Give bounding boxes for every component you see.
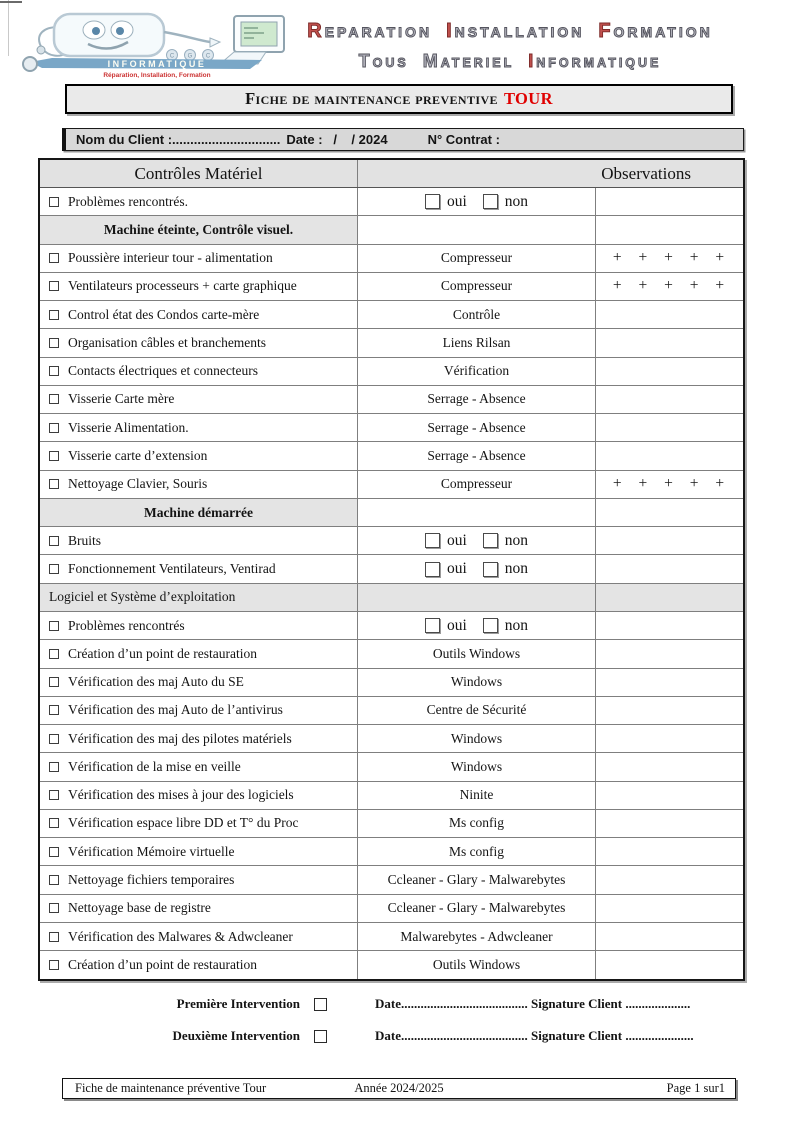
intervention-label: Deuxième Intervention [172,1028,300,1043]
row-method-cell [358,245,596,272]
brand-word [528,51,662,71]
table-row [40,527,743,555]
row-method-cell [358,810,596,837]
row-method-cell [358,838,596,865]
row-method-cell [358,669,596,696]
row-label-cell [40,669,358,696]
row-checkbox[interactable] [49,366,59,376]
table-row [40,555,743,583]
row-checkbox[interactable] [49,451,59,461]
form-title-box [65,84,733,114]
row-observation-cell [596,358,743,385]
brand-word-initial: R [307,20,325,42]
row-method-cell [358,753,596,780]
row-label: Vérification des maj des pilotes matériels [68,730,292,746]
row-label: Ventilateurs processeurs + carte graphique [68,278,297,294]
maintenance-table [38,158,745,981]
row-label: Vérification Mémoire virtuelle [68,843,235,859]
section-label: Machine démarrée [143,504,254,520]
mascot-arm [164,32,210,42]
row-label-cell [40,725,358,752]
oui-checkbox[interactable] [425,562,440,577]
form-title-highlight: TOUR [503,89,553,108]
table-row [40,329,743,357]
row-observation-cell [596,669,743,696]
row-method-cell [358,358,596,385]
oui-label: oui [446,531,467,549]
row-method-value: Serrage - Absence [427,419,526,435]
row-label-cell [40,386,358,413]
intervention-checkbox[interactable] [314,1030,327,1043]
row-label-cell [40,216,358,243]
brand-word-initial: T [358,51,373,71]
form-title: Fiche de maintenance preventive [245,89,498,108]
row-checkbox[interactable] [49,847,59,857]
row-label-cell [40,640,358,667]
row-label-cell [40,414,358,441]
mascot-pupil-right [116,27,124,35]
non-checkbox[interactable] [483,562,498,577]
row-checkbox[interactable] [49,875,59,885]
table-row [40,358,743,386]
row-checkbox[interactable] [49,677,59,687]
table-row [40,866,743,894]
row-method-value: Compresseur [440,278,513,294]
client-info-bar [62,128,744,151]
row-method-value: Ccleaner - Glary - Malwarebytes [387,872,566,887]
company-logo [12,6,294,80]
row-label-cell [40,810,358,837]
row-label-cell [40,301,358,328]
mascot-hand [210,38,220,47]
non-checkbox[interactable] [483,194,498,209]
page-footer [62,1078,736,1099]
table-row [40,612,743,640]
row-checkbox[interactable] [49,649,59,659]
oui-label: oui [446,560,467,578]
footer-document-title: Fiche de maintenance préventive Tour [75,1081,267,1095]
row-observation-cell [596,584,743,611]
brand-word-initial: I [528,51,537,71]
row-observation-cell [596,951,743,979]
row-label: Visserie Alimentation. [68,419,189,435]
row-observation-cell [596,216,743,243]
row-label-cell [40,245,358,272]
row-label-cell [40,555,358,582]
row-method-value: Windows [450,674,503,690]
row-method-value: Compresseur [440,250,513,266]
row-method-cell [358,386,596,413]
row-observation-cell [596,188,743,215]
row-label: Vérification des maj Auto de l’antivirus [68,702,283,718]
client-name-field[interactable]: Nom du Client :.............................. [76,132,281,147]
row-label: Visserie carte d’extension [68,448,208,464]
row-method-value: Ninite [459,787,494,803]
row-label-cell [40,923,358,950]
row-method-value: Windows [450,730,503,746]
row-checkbox[interactable] [49,818,59,828]
brand-word-rest: NSTALLATION [454,24,585,40]
row-observation-cell [596,895,743,922]
row-observation-cell [596,753,743,780]
row-observation-cell [596,301,743,328]
row-method-cell [358,216,596,243]
row-observation-cell [596,245,743,272]
row-method-cell [358,527,596,554]
table-row [40,386,743,414]
oui-label: oui [446,616,467,634]
table-row [40,301,743,329]
table-row [40,414,743,442]
table-row [40,273,743,301]
row-label: Visserie Carte mère [68,391,175,407]
intervention-line [38,988,745,1020]
row-method-cell [358,499,596,526]
row-observation-cell [596,499,743,526]
table-header-row [40,160,743,188]
row-observation-cell [596,640,743,667]
row-observation-cell [596,697,743,724]
oui-non-group [425,193,528,211]
row-label: Problèmes rencontrés. [68,193,188,209]
row-observation-cell [596,923,743,950]
row-method-cell [358,442,596,469]
table-row [40,753,743,781]
row-observation-cell [596,273,743,300]
brand-word-rest: OUS [372,56,409,70]
footer-page-number: Page 1 sur1 [666,1081,725,1095]
row-checkbox[interactable] [49,197,59,207]
row-checkbox[interactable] [49,903,59,913]
row-checkbox[interactable] [49,338,59,348]
row-label-cell [40,442,358,469]
row-observation-cell [596,838,743,865]
scan-artifact-horizontal [0,1,22,3]
section-label: Logiciel et Système d’exploitation [49,589,236,605]
row-label: Bruits [68,532,102,548]
plus-marks: + + + + + [612,475,727,493]
row-label: Organisation câbles et branchements [68,334,267,350]
table-row [40,584,743,612]
row-label: Vérification des mises à jour des logiciels [68,787,294,803]
logo-dot-letter: C [169,53,175,60]
row-method-value: Malwarebytes - Adwcleaner [400,928,553,944]
row-label-cell [40,471,358,498]
brand-line-2 [300,51,720,72]
row-label-cell [40,499,358,526]
logo-informatique-label: INFORMATIQUE [107,59,207,69]
intervention-date-signature: Date....................................... Signature Client .................... [375,996,691,1011]
row-label: Nettoyage Clavier, Souris [68,476,208,492]
row-label-cell [40,527,358,554]
brand-word-rest: ATERIEL [440,56,515,70]
plus-marks: + + + + + [612,277,727,295]
row-checkbox[interactable] [49,536,59,546]
section-label: Machine éteinte, Contrôle visuel. [103,221,294,237]
row-observation-cell [596,442,743,469]
non-checkbox[interactable] [483,533,498,548]
row-label-cell [40,188,358,215]
table-row [40,838,743,866]
row-observation-cell [596,725,743,752]
row-observation-cell [596,329,743,356]
plus-marks: + + + + + [612,249,727,267]
table-row [40,188,743,216]
logo-dot-letter: G [187,53,193,60]
oui-checkbox[interactable] [425,618,440,633]
row-method-value: Compresseur [440,476,513,492]
brand-word-rest: ORMATION [613,24,713,40]
row-observation-cell [596,386,743,413]
row-method-value: Outils Windows [432,957,521,973]
row-label-cell [40,838,358,865]
oui-checkbox[interactable] [425,194,440,209]
table-row [40,669,743,697]
logo-tagline: Réparation, Installation, Formation [103,72,211,79]
row-label-cell [40,584,358,611]
row-method-cell [358,301,596,328]
brand-word [358,51,409,71]
table-row [40,471,743,499]
oui-non-group [425,617,528,635]
row-checkbox[interactable] [49,734,59,744]
row-method-cell [358,612,596,639]
row-method-value: Serrage - Absence [427,391,526,407]
table-row [40,442,743,470]
row-method-cell [358,782,596,809]
row-observation-cell [596,866,743,893]
table-row [40,951,743,979]
row-label-cell [40,697,358,724]
oui-label: oui [446,192,467,210]
row-observation-cell [596,471,743,498]
table-row [40,245,743,273]
row-label-cell [40,358,358,385]
row-method-cell [358,725,596,752]
row-checkbox[interactable] [49,621,59,631]
row-label-cell [40,866,358,893]
table-row [40,895,743,923]
row-method-cell [358,895,596,922]
oui-non-group [425,560,528,578]
row-observation-cell [596,555,743,582]
row-observation-cell [596,414,743,441]
table-row [40,499,743,527]
row-checkbox[interactable] [49,705,59,715]
row-label: Poussière interieur tour - alimentation [68,250,273,266]
row-observation-cell [596,527,743,554]
date-field[interactable]: Date : / / 2024 [286,132,388,147]
table-row [40,782,743,810]
row-label-cell [40,753,358,780]
row-label-cell [40,895,358,922]
table-row [40,725,743,753]
brand-word-initial: F [598,20,614,42]
non-label: non [504,616,529,634]
row-method-cell [358,640,596,667]
row-observation-cell [596,782,743,809]
table-row [40,697,743,725]
table-row [40,216,743,244]
intervention-label: Première Intervention [176,996,300,1011]
brand-word-rest: EPARATION [324,24,433,40]
brand-word-initial: I [446,20,455,42]
row-label: Vérification des Malwares & Adwcleaner [68,928,293,944]
row-method-value: Windows [450,758,503,774]
row-label-cell [40,612,358,639]
mascot-pupil-left [92,27,100,35]
row-checkbox[interactable] [49,479,59,489]
row-method-value: Vérification [443,363,510,379]
row-method-cell [358,188,596,215]
footer-year: Année 2024/2025 [354,1081,444,1095]
interventions-block [38,988,745,1052]
row-checkbox[interactable] [49,310,59,320]
row-label: Nettoyage base de registre [68,900,211,916]
row-method-value: Outils Windows [432,645,521,661]
row-method-cell [358,923,596,950]
table-row [40,923,743,951]
row-method-cell [358,697,596,724]
intervention-date-signature: Date....................................... Signature Client ..................... [375,1028,694,1043]
row-label: Création d’un point de restauration [68,645,257,661]
ribbon-swirl [23,57,37,71]
row-checkbox[interactable] [49,932,59,942]
row-label: Problèmes rencontrés [68,617,185,633]
column-header-controles: Contrôles Matériel [40,160,358,187]
row-method-cell [358,584,596,611]
row-checkbox[interactable] [49,762,59,772]
row-checkbox[interactable] [49,960,59,970]
row-observation-cell [596,810,743,837]
row-observation-cell [596,612,743,639]
row-label: Vérification des maj Auto du SE [68,674,244,690]
row-label: Fonctionnement Ventilateurs, Ventirad [68,561,276,577]
row-checkbox[interactable] [49,790,59,800]
logo-dot-letter: C [205,53,211,60]
row-checkbox[interactable] [49,394,59,404]
non-label: non [504,560,529,578]
row-label-cell [40,329,358,356]
oui-checkbox[interactable] [425,533,440,548]
contract-number-field[interactable]: N° Contrat : [427,132,500,147]
row-method-cell [358,866,596,893]
row-method-value: Contrôle [452,306,501,322]
non-checkbox[interactable] [483,618,498,633]
stethoscope-tip [37,46,45,54]
row-label-cell [40,951,358,979]
row-method-cell [358,951,596,979]
table-row [40,640,743,668]
row-method-cell [358,414,596,441]
row-label: Nettoyage fichiers temporaires [68,872,235,887]
brand-word-rest: NFORMATIQUE [536,56,662,70]
row-label: Contacts électriques et connecteurs [68,363,259,379]
oui-non-group [425,532,528,550]
column-header-observations: Observations [601,163,691,183]
row-checkbox[interactable] [49,253,59,263]
row-method-cell [358,555,596,582]
row-method-cell [358,329,596,356]
row-checkbox[interactable] [49,423,59,433]
row-label: Vérification de la mise en veille [68,758,241,774]
row-method-value: Serrage - Absence [427,448,526,464]
row-method-value: Liens Rilsan [442,334,511,350]
brand-word [598,20,713,42]
intervention-checkbox[interactable] [314,998,327,1011]
brand-word [307,20,433,42]
row-label-cell [40,273,358,300]
row-method-value: Centre de Sécurité [426,702,527,718]
brand-word-initial: M [422,51,441,71]
computer-screen [241,22,277,46]
row-label: Vérification espace libre DD et T° du Proc [68,815,299,831]
row-method-cell [358,273,596,300]
brand-headline [300,20,720,72]
brand-word [422,51,515,71]
brand-line-1 [300,20,720,43]
non-label: non [504,192,529,210]
row-checkbox[interactable] [49,281,59,291]
row-method-value: Ms config [448,815,505,831]
row-method-value: Ms config [448,843,505,859]
row-checkbox[interactable] [49,564,59,574]
row-label: Création d’un point de restauration [68,957,257,973]
brand-word [446,20,585,42]
intervention-line [38,1020,745,1052]
scan-artifact-vertical [8,0,9,56]
table-row [40,810,743,838]
row-method-value: Ccleaner - Glary - Malwarebytes [387,900,566,916]
non-label: non [504,531,529,549]
row-label: Control état des Condos carte-mère [68,306,260,322]
row-label-cell [40,782,358,809]
row-method-cell [358,471,596,498]
